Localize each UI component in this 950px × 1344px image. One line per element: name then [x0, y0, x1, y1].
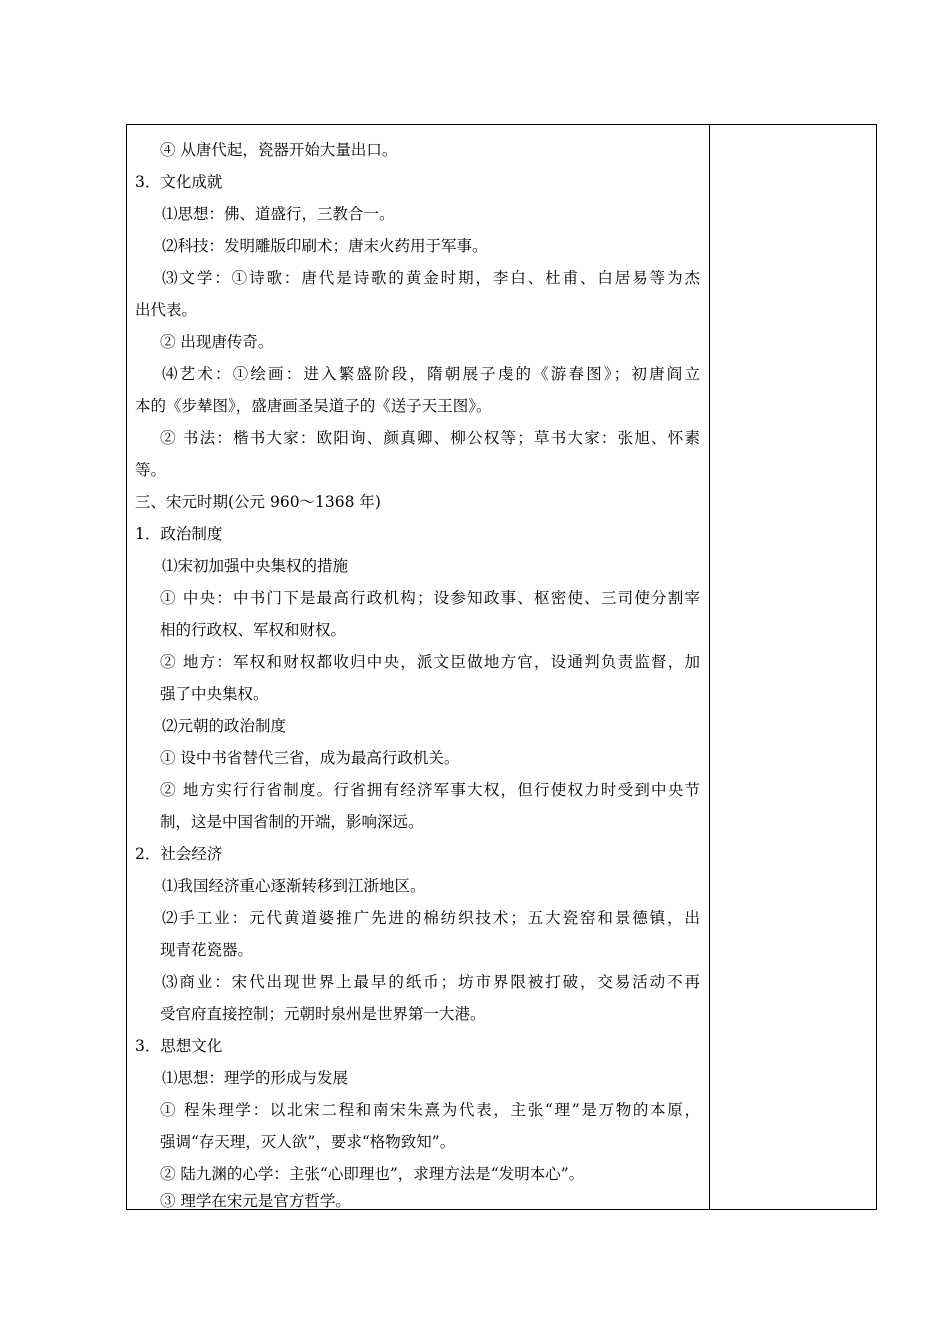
- text-line: 制，这是中国省制的开端，影响深远。: [160, 813, 424, 831]
- text-line: ② 地方：军权和财权都收归中央，派文臣做地方官，设通判负责监督，加: [160, 653, 700, 671]
- text-line: 等。: [135, 461, 167, 479]
- section-heading: 三、宋元时期(公元 960～1368 年): [135, 493, 381, 511]
- text-line: 本的《步辇图》，盛唐画圣吴道子的《送子天王图》。: [135, 397, 492, 415]
- text-line: ⑴我国经济重心逐渐转移到江浙地区。: [162, 877, 426, 895]
- text-line: 现青花瓷器。: [160, 941, 254, 959]
- text-line: ② 地方实行行省制度。行省拥有经济军事大权，但行使权力时受到中央节: [160, 781, 700, 799]
- text-line: ⑴思想：理学的形成与发展: [162, 1069, 349, 1087]
- text-line: ⑵元朝的政治制度: [162, 717, 287, 735]
- text-line: ① 设中书省替代三省，成为最高行政机关。: [160, 749, 460, 767]
- section-heading: 3．思想文化: [135, 1037, 223, 1055]
- text-line: ② 陆九渊的心学：主张“心即理也”，求理方法是“发明本心”。: [160, 1165, 585, 1183]
- text-line: ① 程朱理学：以北宋二程和南宋朱熹为代表，主张“理”是万物的本原，: [160, 1101, 700, 1119]
- text-line: ② 出现唐传奇。: [160, 333, 274, 351]
- text-line: ⑶文学：①诗歌：唐代是诗歌的黄金时期，李白、杜甫、白居易等为杰: [162, 269, 700, 287]
- column-divider: [709, 125, 710, 1209]
- text-line: ③ 理学在宋元是官方哲学。: [160, 1192, 351, 1210]
- section-heading: 1．政治制度: [135, 525, 223, 543]
- text-line: 强了中央集权。: [160, 685, 269, 703]
- content-table: [126, 124, 877, 1210]
- text-line: ⑷艺术：①绘画：进入繁盛阶段，隋朝展子虔的《游春图》；初唐阎立: [162, 365, 700, 383]
- text-line: ② 书法：楷书大家：欧阳询、颜真卿、柳公权等；草书大家：张旭、怀素: [160, 429, 700, 447]
- text-line: 受官府直接控制；元朝时泉州是世界第一大港。: [160, 1005, 486, 1023]
- text-line: ⑵手工业：元代黄道婆推广先进的棉纺织技术；五大瓷窑和景德镇，出: [162, 909, 700, 927]
- text-line: ⑴宋初加强中央集权的措施: [162, 557, 349, 575]
- section-heading: 3．文化成就: [135, 173, 223, 191]
- text-line: ⑴思想：佛、道盛行，三教合一。: [162, 205, 395, 223]
- section-heading: 2．社会经济: [135, 845, 223, 863]
- text-line: ⑶商业：宋代出现世界上最早的纸币；坊市界限被打破，交易活动不再: [162, 973, 700, 991]
- text-line: ④ 从唐代起，瓷器开始大量出口。: [160, 141, 398, 159]
- text-line: 相的行政权、军权和财权。: [160, 621, 347, 639]
- text-line: 强调“存天理，灭人欲”，要求“格物致知”。: [160, 1133, 456, 1151]
- text-line: 出代表。: [135, 301, 198, 319]
- text-line: ① 中央：中书门下是最高行政机构；设参知政事、枢密使、三司使分割宰: [160, 589, 700, 607]
- text-line: ⑵科技：发明雕版印刷术；唐末火药用于军事。: [162, 237, 488, 255]
